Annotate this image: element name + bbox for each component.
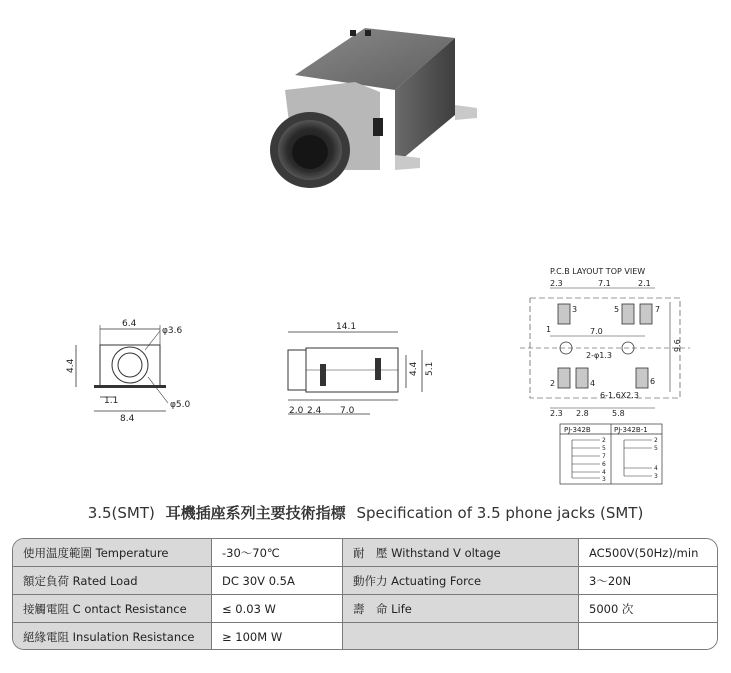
- schematic-left-pin: 2: [602, 437, 606, 444]
- table-label: 接觸電阻 C ontact Resistance: [13, 595, 212, 622]
- table-label: 絕緣電阻 Insulation Resistance: [13, 623, 212, 650]
- side-dim-b-label: 2.4: [307, 406, 322, 416]
- side-dim-c-label: 7.0: [340, 406, 355, 416]
- side-dim-a-label: 2.0: [289, 406, 304, 416]
- spec-title-prefix: 3.5(SMT): [87, 504, 155, 522]
- table-row: [13, 567, 717, 595]
- schematic-right-pin: 5: [654, 445, 658, 452]
- table-value: ≤ 0.03 W: [212, 595, 343, 622]
- table-label: 耐 壓 Withstand V oltage: [343, 539, 579, 566]
- front-pin-offset-label: 1.1: [104, 396, 119, 406]
- pcb-bottom-dim-3: 5.8: [612, 409, 625, 418]
- schematic-left-pin: 3: [602, 476, 606, 483]
- table-label: 壽 命 Life: [343, 595, 579, 622]
- product-photo: [255, 20, 485, 200]
- table-value: AC500V(50Hz)/min: [579, 539, 717, 566]
- table-value: 5000 次: [579, 595, 717, 622]
- pcb-pin-6: 6: [650, 377, 656, 386]
- front-view-drawing: [60, 315, 220, 425]
- schematic-right-pin: 2: [654, 437, 658, 444]
- schematic-left-pin: 6: [602, 461, 606, 468]
- schematic-left-pin: 4: [602, 469, 606, 476]
- spec-table: [12, 538, 718, 650]
- pcb-pin-3: 3: [572, 305, 578, 314]
- front-outer-diameter-label: φ5.0: [170, 400, 191, 410]
- schematic-left-pin: 7: [602, 453, 606, 460]
- front-width-label: 6.4: [122, 319, 137, 329]
- pcb-pin-7: 7: [655, 305, 661, 314]
- pcb-pin-4: 4: [590, 379, 596, 388]
- table-value: DC 30V 0.5A: [212, 567, 343, 594]
- schematic-right-title: PJ-342B-1: [614, 426, 648, 434]
- pcb-layout-drawing: [510, 262, 710, 492]
- table-value: [579, 623, 717, 650]
- table-label: [343, 623, 579, 650]
- table-value: -30～70℃: [212, 539, 343, 566]
- pcb-pin-1: 1: [546, 325, 552, 334]
- schematic-right-pin: 3: [654, 473, 658, 480]
- pcb-inner-dim: 7.0: [590, 327, 603, 336]
- pcb-title: P.C.B LAYOUT TOP VIEW: [550, 267, 646, 276]
- pcb-pin-5: 5: [614, 305, 620, 314]
- spec-title-english: Specification of 3.5 phone jacks (SMT): [356, 504, 644, 522]
- front-height-label: 4.4: [66, 358, 76, 373]
- schematic-left-title: PJ-342B: [564, 426, 591, 434]
- table-row: [13, 623, 717, 650]
- pcb-bottom-dim-1: 2.3: [550, 409, 563, 418]
- side-height-a-label: 4.4: [409, 361, 419, 376]
- side-height-b-label: 5.1: [425, 361, 435, 376]
- table-label: 動作力 Actuating Force: [343, 567, 579, 594]
- table-value: ≥ 100M W: [212, 623, 343, 650]
- table-row: [13, 595, 717, 623]
- table-value: 3～20N: [579, 567, 717, 594]
- pcb-bottom-dim-2: 2.8: [576, 409, 589, 418]
- pcb-slot-label: 6-1.6X2.3: [600, 391, 639, 400]
- spec-title-chinese: 耳機插座系列主要技術指標: [165, 504, 346, 522]
- front-base-width-label: 8.4: [120, 414, 135, 424]
- pcb-hole-label: 2-φ1.3: [586, 351, 612, 360]
- table-row: [13, 539, 717, 567]
- pcb-top-dim-1: 2.3: [550, 279, 563, 288]
- pcb-height-dim: 9.6: [673, 339, 682, 352]
- schematic-left-pin: 5: [602, 445, 606, 452]
- table-label: 額定負荷 Rated Load: [13, 567, 212, 594]
- front-diameter-label: φ3.6: [162, 326, 183, 336]
- table-label: 使用温度範圍 Temperature: [13, 539, 212, 566]
- side-length-label: 14.1: [336, 322, 357, 332]
- schematic-right-pin: 4: [654, 465, 658, 472]
- side-view-drawing: [280, 320, 440, 425]
- spec-title: [0, 502, 731, 523]
- pcb-top-dim-3: 2.1: [638, 279, 651, 288]
- pcb-pin-2: 2: [550, 379, 556, 388]
- pcb-top-dim-2: 7.1: [598, 279, 611, 288]
